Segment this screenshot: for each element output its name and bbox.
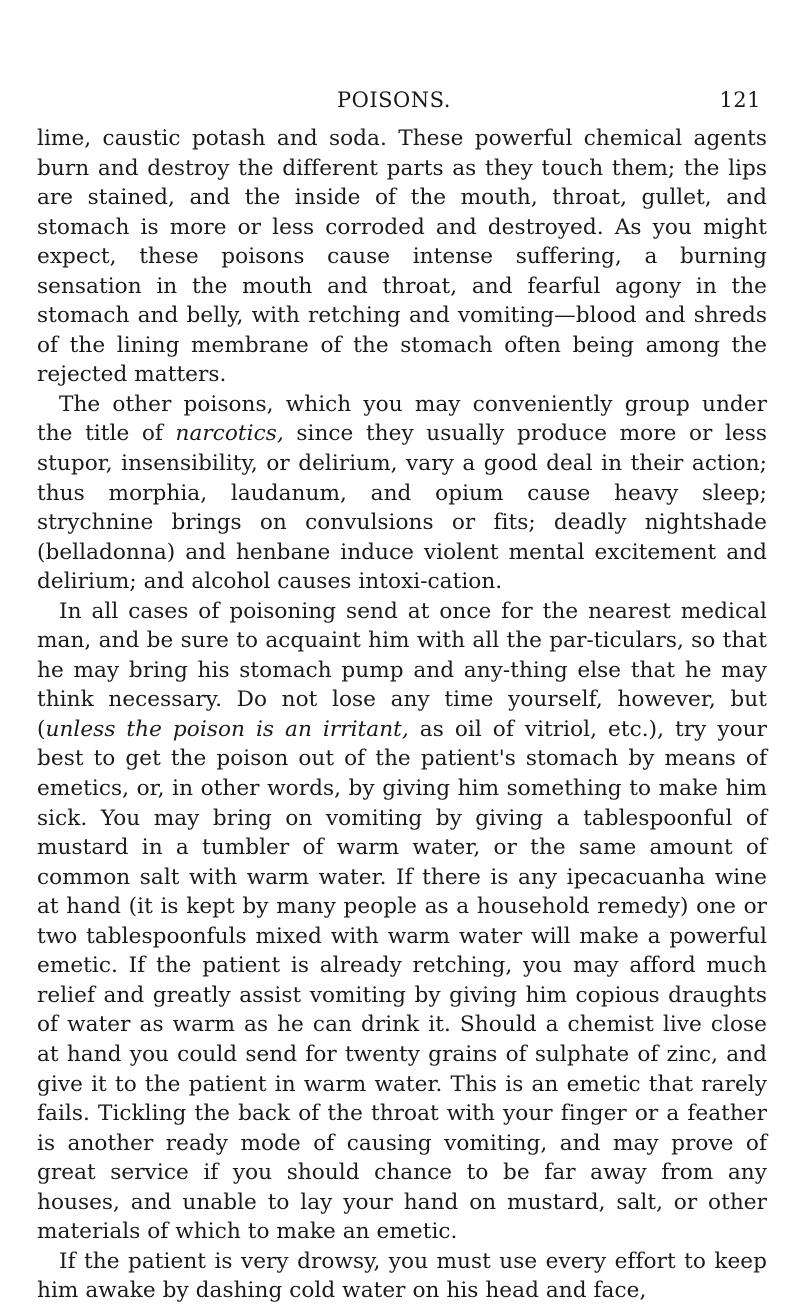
body-text bbox=[37, 124, 767, 1306]
paragraph-text: lime, caustic potash and soda. These powerful chemical agents burn and destroy the different parts as they touch them; the lips are stained, and the inside of the mouth, throat, gullet, and stomach is more or less corroded and destroyed. As you might expect, these poisons cause intense suffering, a burning sensation in the mouth and throat, and fearful agony in the stomach and belly, with retching and vomiting—blood and shreds of the lining membrane of the stomach often being among the rejected matters. bbox=[37, 126, 767, 388]
paragraph-text: as oil of vitriol, etc.), try your best to get the poison out of the patient's stomach by means of emetics, or, in other words, by giving him something to make him sick. You may bring on vomiting by giving a tablespoonful of mustard in a tumbler of warm water, or the same amount of common salt with warm water. If there is any ipecacuanha wine at hand (it is kept by many people as a household remedy) one or two tablespoonfuls mixed with warm water will make a powerful emetic. If the patient is already retching, you may afford much relief and greatly assist vomiting by giving him copious draughts of water as warm as he can drink it. Should a chemist live close at hand you could send for twenty grains of sulphate of zinc, and give it to the patient in warm water. This is an emetic that rarely fails. Tickling the back of the throat with your finger or a feather is another ready mode of causing vomiting, and may prove of great service if you should chance to be far away from any houses, and unable to lay your hand on mustard, salt, or other materials of which to make an emetic. bbox=[37, 716, 767, 1245]
paragraph-text: If the patient is very drowsy, you must use every effort to keep him awake by dashing cold water on his head and face, bbox=[37, 1248, 767, 1304]
paragraph-text: since they usually produce more or less stupor, insensibility, or delirium, vary a good deal in their action; thus morphia, laudanum, and opium cause heavy sleep; strychnine brings on convulsions or fits; deadly nightshade (belladonna) and henbane induce violent mental excitement and delirium; and alcohol causes intoxi-cation. bbox=[37, 421, 767, 595]
paragraph-4 bbox=[37, 1247, 767, 1306]
italic-term: narcotics, bbox=[175, 421, 284, 447]
page-number: 121 bbox=[719, 88, 761, 112]
italic-phrase: unless the poison is an irritant, bbox=[45, 716, 409, 742]
paragraph-text: The other poisons, which you may conveniently group under the title of bbox=[37, 391, 767, 447]
running-title: POISONS. bbox=[337, 88, 451, 112]
running-head bbox=[37, 82, 785, 112]
paragraph-1 bbox=[37, 124, 767, 390]
paragraph-3 bbox=[37, 597, 767, 1247]
paragraph-2 bbox=[37, 390, 767, 597]
paragraph-text: In all cases of poisoning send at once for the nearest medical man, and be sure to acquaint him with all the par-ticulars, so that he may bring his stomach pump and any-thing else that he may think necessary. Do not lose any time yourself, however, but ( bbox=[37, 598, 767, 742]
